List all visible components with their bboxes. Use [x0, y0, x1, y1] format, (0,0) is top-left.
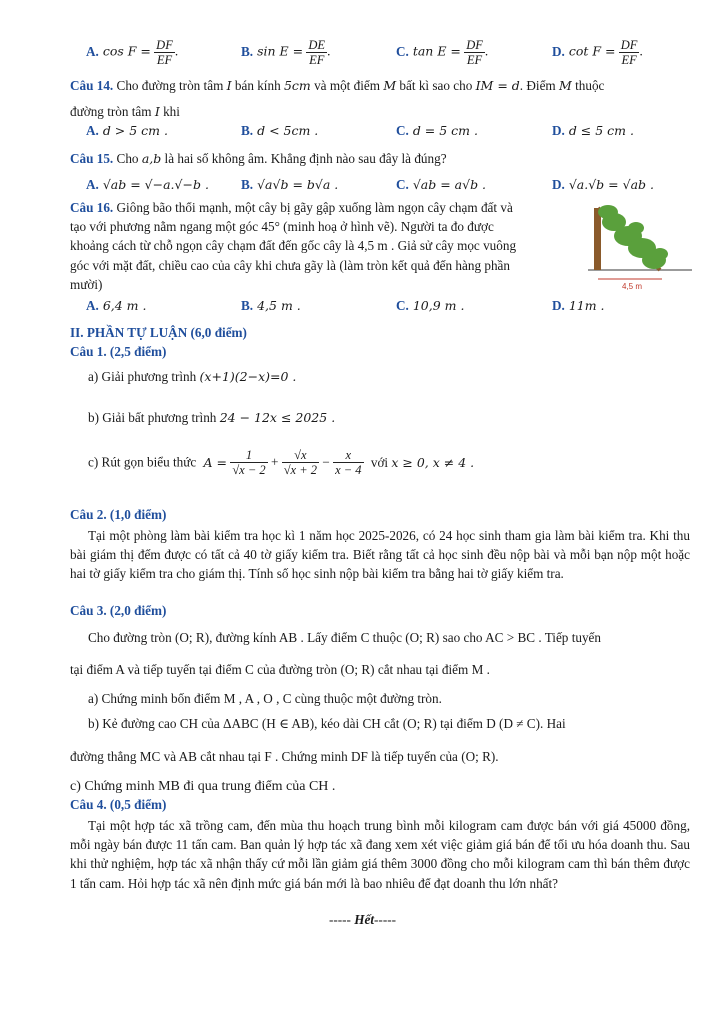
q13-option-b: B. sin E = $\frac{DE}{EF}$ .: [241, 38, 331, 67]
c3-part-a: a) Chứng minh bốn điểm M , A , O , C cùng thuộc một đường tròn.: [88, 691, 442, 706]
tree-trunk: [594, 208, 601, 270]
q15-option-a: A. √ab = √−a.√−b .: [86, 177, 209, 192]
q16-options: [86, 298, 696, 320]
c2-title: Câu 2. (1,0 điểm): [70, 507, 167, 522]
q14-options: [86, 123, 696, 145]
c4-title: Câu 4. (0,5 điểm): [70, 797, 167, 812]
c3-line1: Cho đường tròn (O; R), đường kính AB . Lấy điểm C thuộc (O; R) sao cho AC > BC . Tiếp tuyến: [88, 630, 601, 645]
q16-option-c: C. 10,9 m .: [396, 298, 465, 313]
fraction: $\frac{DF}{EF}$: [156, 38, 173, 67]
q16-line: Câu 16. Giông bão thổi mạnh, một cây bị gãy gập xuống làm ngọn cây chạm đất và: [70, 200, 513, 215]
fraction: $\frac{DE}{EF}$: [308, 38, 326, 67]
q16-line: góc với mặt đất, chiều cao của cây khi chưa gãy là (làm tròn kết quả đến hàng phần: [70, 257, 510, 273]
broken-tree-figure: [584, 196, 694, 290]
fraction: $\frac{DF}{EF}$: [620, 38, 638, 67]
q14-option-a: A. d > 5 cm .: [86, 123, 168, 138]
end-marker: ----- Hết-----: [328, 912, 396, 927]
c1c: c) Rút gọn biểu thức A = $\frac{1}{√x - 2}$ + $\frac{√x}{√x + 2}$ − $\frac{x}{x - 4}$ với x ≥ 0, x ≠ 4 .: [88, 448, 475, 477]
c1b: b) Giải bất phương trình 24 − 12x ≤ 2025 .: [88, 410, 336, 425]
c3-line2: tại điểm A và tiếp tuyến tại điểm C của đường tròn (O; R) cắt nhau tại điểm M .: [70, 662, 490, 677]
q13-options: [86, 38, 696, 78]
c3-part-b1: b) Kẻ đường cao CH của ΔABC (H ∈ AB), kéo dài CH cắt (O; R) tại điểm D (D ≠ C). Hai: [88, 716, 566, 731]
q16-option-a: A. 6,4 m .: [86, 298, 147, 313]
q15-option-b: B. √a√b = b√a .: [241, 177, 339, 192]
q16-option-b: B. 4,5 m .: [241, 298, 301, 313]
q13-option-c: C. tan E = $\frac{DF}{EF}$ .: [396, 38, 489, 67]
q13-option-a: A. cos F = $\frac{DF}{EF}$ .: [86, 38, 179, 67]
q14-option-c: C. d = 5 cm .: [396, 123, 478, 138]
q14-line2: đường tròn tâm I khi: [70, 104, 180, 119]
q16-line: tạo với phương nằm ngang một góc 45° (minh hoạ ở hình vẽ). Người ta đo được: [70, 219, 494, 235]
c4-body: Tại một hợp tác xã trồng cam, đến mùa thu hoạch trung bình mỗi kilogram cam được bán với giá 45000 đồng, mỗi ngày bán được 11 tấn cam. Ban quản lý hợp tác xã đang xem xét việc giảm giá bán để tối ưu hóa doanh thu. Sau khi thử nghiệm, hợp tác xã nhận thấy cứ mỗi lần giảm giá thêm 3000 đồng cho mỗi kilogram cam thì bán thêm được 1 tấn cam. Hỏi hợp tác xã nên định mức giá bán mới là bao nhiêu để đạt doanh thu lớn nhất?: [70, 818, 690, 891]
q16-line: mười): [70, 276, 103, 292]
fraction: $\frac{x}{x - 4}$: [335, 448, 362, 477]
fraction: $\frac{√x}{√x + 2}$: [283, 448, 318, 477]
q15-line1: Câu 15. Cho a,b là hai số không âm. Khẳng định nào sau đây là đúng?: [70, 151, 447, 166]
q16-line: khoảng cách từ chỗ ngọn cây chạm đất đến gốc cây là 4,5 m . Giả sử cây mọc vuông: [70, 238, 517, 254]
q15-option-c: C. √ab = a√b .: [396, 177, 487, 192]
c3-title: Câu 3. (2,0 điểm): [70, 603, 167, 618]
q14-option-b: B. d < 5cm .: [241, 123, 319, 138]
c1-title: Câu 1. (2,5 điểm): [70, 344, 167, 359]
q16-option-d: D. 11m .: [552, 298, 605, 313]
q13-option-d: D. cot F = $\frac{DF}{EF}$ .: [552, 38, 643, 67]
c1a: a) Giải phương trình (x+1)(2−x)=0 .: [88, 369, 297, 384]
q16-paragraph: [70, 198, 568, 294]
c3-part-b2: đường thẳng MC và AB cắt nhau tại F . Chứng minh DF là tiếp tuyến của (O; R).: [70, 749, 499, 764]
c3-part-c: c) Chứng minh MB đi qua trung điểm của CH .: [70, 779, 336, 794]
part2-heading: II. PHẦN TỰ LUẬN (6,0 điểm): [70, 325, 247, 340]
q15-option-d: D. √a.√b = √ab .: [552, 177, 654, 192]
q14-line1: Câu 14. Cho đường tròn tâm I bán kính 5cm và một điểm M bất kì sao cho IM = d. Điểm M thuộc: [70, 78, 605, 93]
q14-option-d: D. d ≤ 5 cm .: [552, 123, 634, 138]
dimension-label: 4,5 m: [622, 282, 643, 290]
fraction: $\frac{DF}{EF}$: [466, 38, 483, 67]
c2-body: Tại một phòng làm bài kiểm tra học kì 1 năm học 2025-2026, có 24 học sinh tham gia làm bài kiểm tra. Khi thu bài giám thị đếm được có tất cả 40 tờ giấy kiểm tra. Biết rằng tất cả học sinh đều nộp bài và mỗi bạn nộp một hoặc hai tờ giấy kiểm tra cho giám thị. Tính số học sinh nộp bài kiểm tra bằng hai tờ giấy kiểm tra.: [70, 528, 690, 582]
fraction: $\frac{1}{√x - 2}$: [232, 448, 266, 477]
leaves: [598, 205, 668, 269]
